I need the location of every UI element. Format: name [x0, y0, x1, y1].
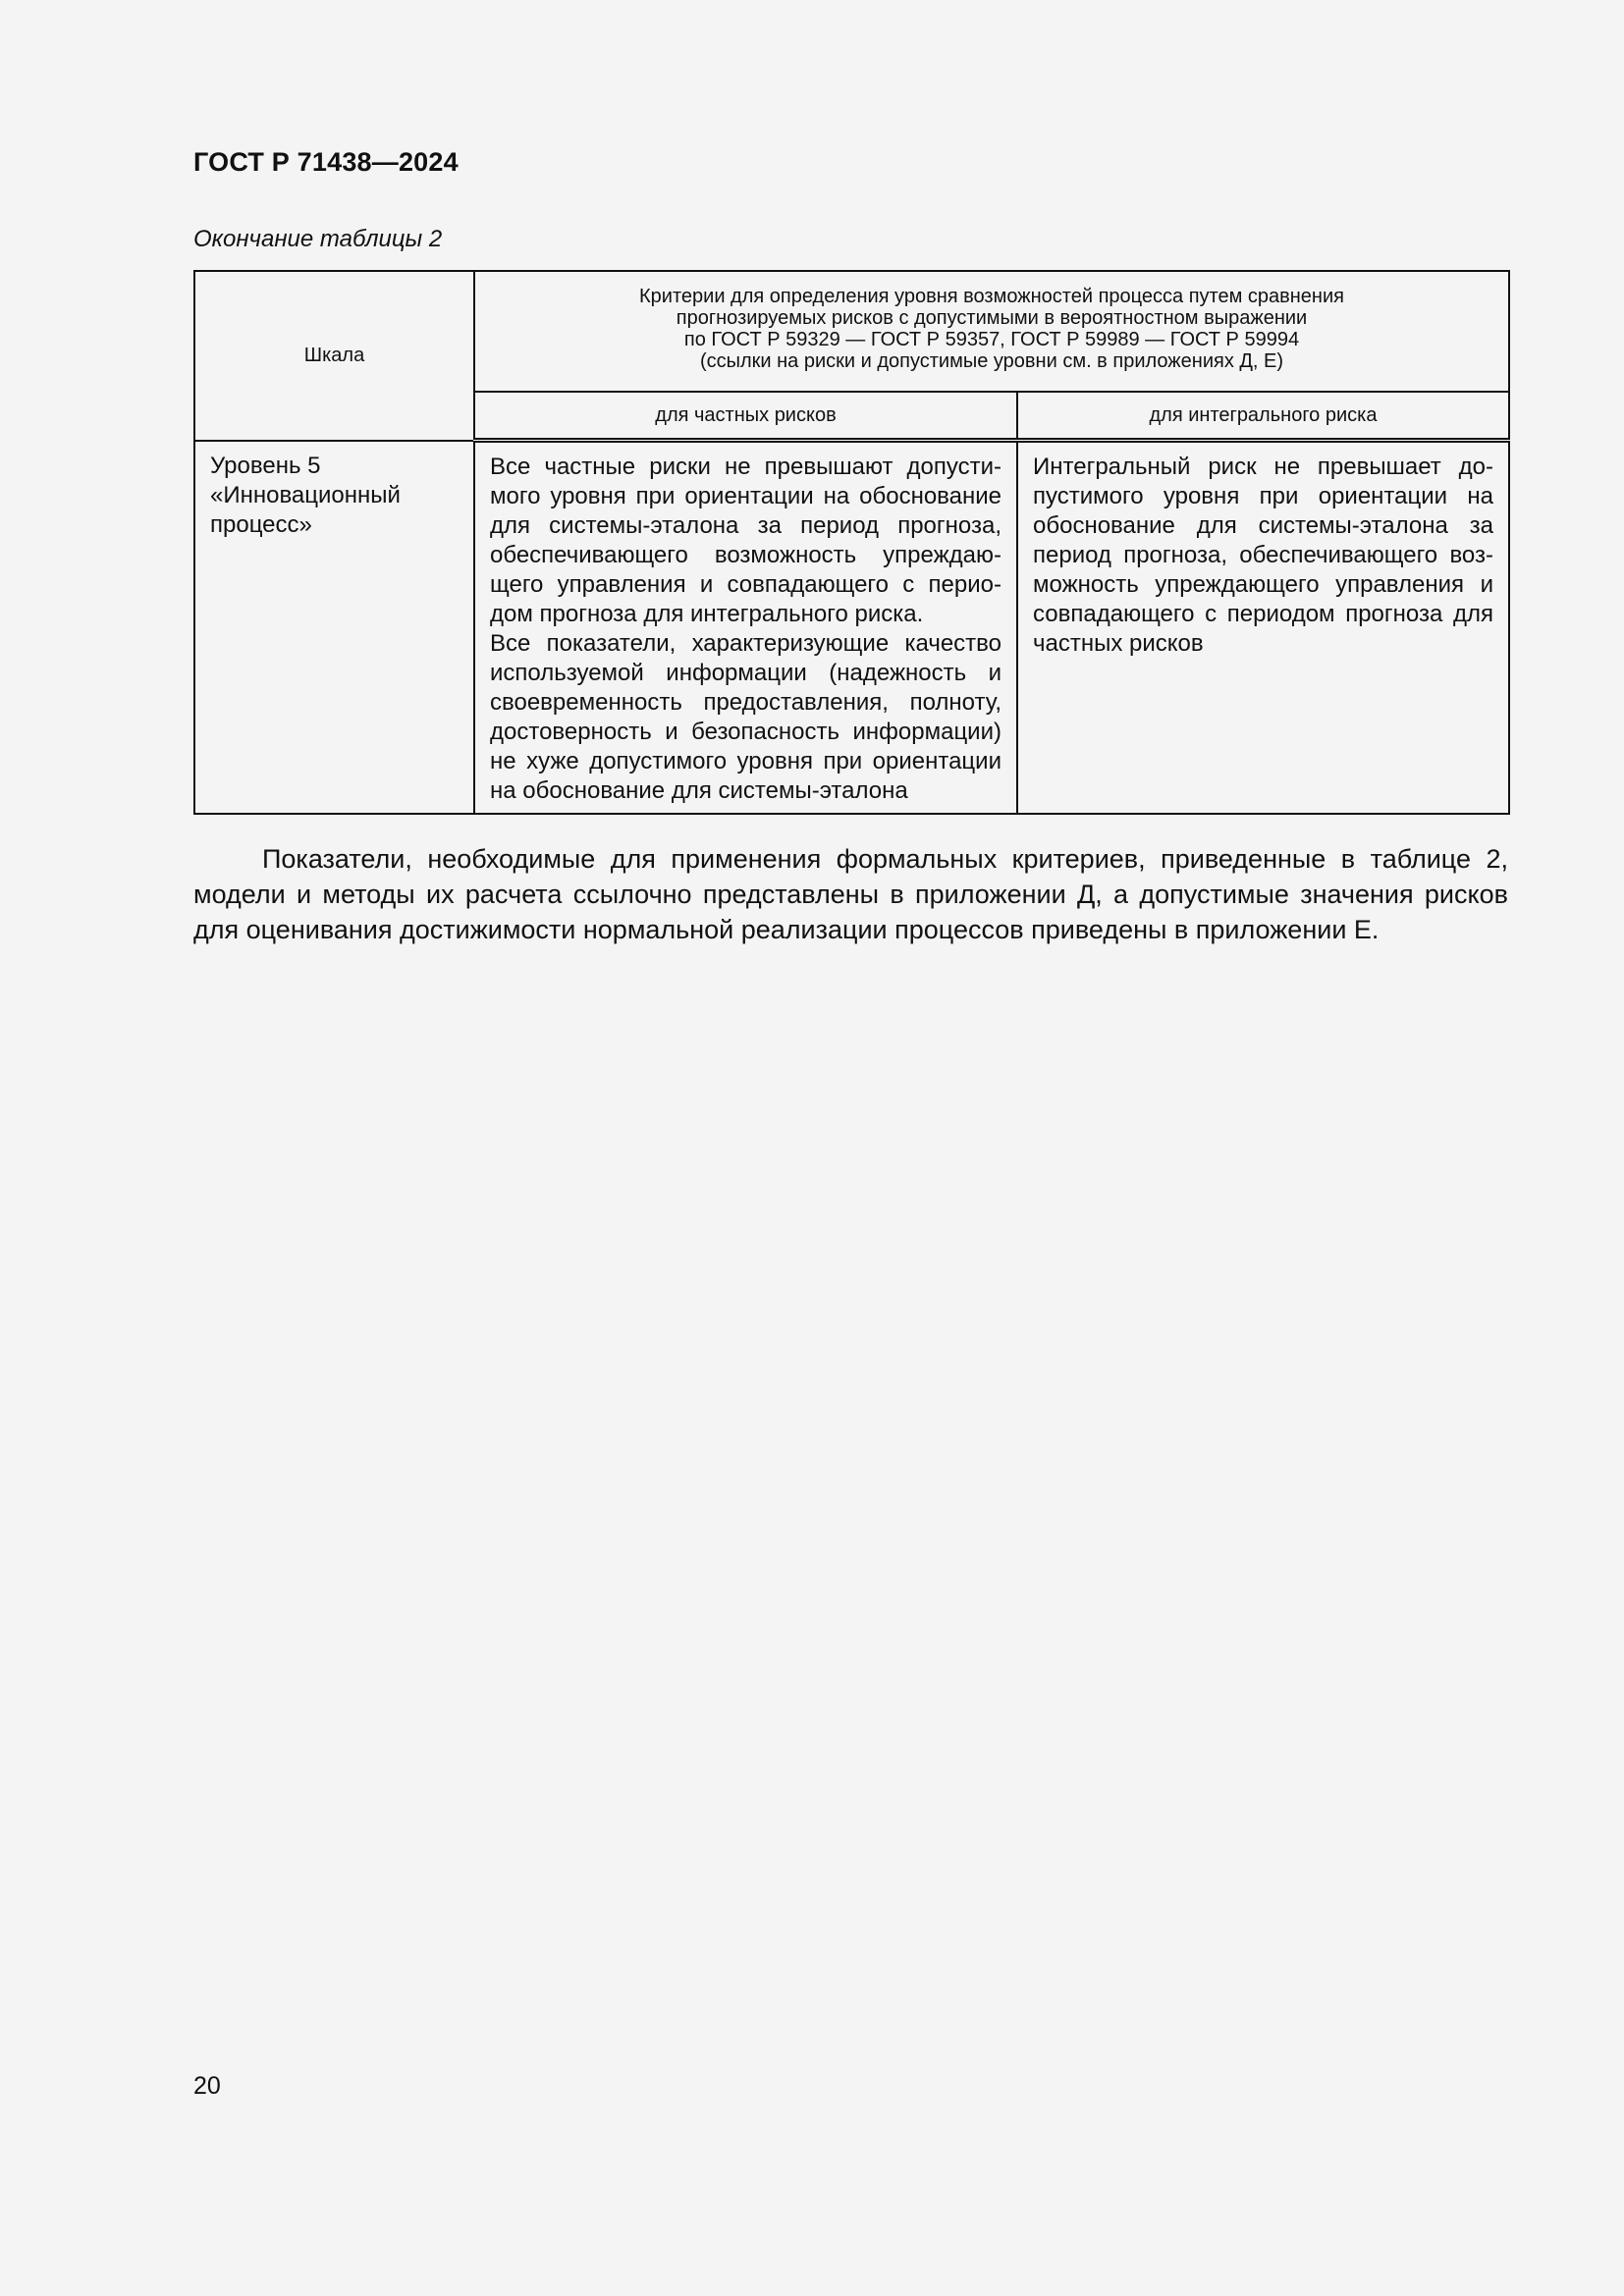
- criteria-header-line: по ГОСТ Р 59329 — ГОСТ Р 59357, ГОСТ Р 59989 — ГОСТ Р 59994: [683, 329, 1300, 350]
- page-number: 20: [193, 2072, 221, 2100]
- private-risks-text: Все частные риски не превышают допусти-мого уровня при ориентации на обоснование для системы-эталона за период прогноза, обеспечивающего возможность упреждаю-щего управления и совпадающего с перио-дом прогноза для интегрального риска.: [490, 454, 1001, 627]
- scale-line: «Инновационный: [210, 481, 401, 508]
- header-integral-label: для интегрального риска: [1149, 404, 1378, 426]
- private-risks-text: Все показатели, характеризующие качество используемой информации (надежность и своевременность предоставления, полноту, достоверность и безопасность информации) не хуже допустимого уровня при ориентации на обоснование для системы-эталона: [490, 630, 1001, 804]
- scale-line: Уровень 5: [210, 452, 321, 479]
- header-cell-private: [474, 392, 1017, 441]
- cell-scale: [194, 441, 474, 814]
- table-caption: Окончание таблицы 2: [193, 226, 443, 252]
- integral-risk-text: Интегральный риск не превышает до-пустимого уровня при ориентации на обоснование для системы-эталона за период прогноза, обеспечивающего воз-можность упреждающего управления и совпадающего с периодом прогноза для частных рисков: [1033, 454, 1493, 657]
- header-cell-criteria: [474, 271, 1509, 392]
- table-row: [194, 441, 1509, 814]
- body-paragraph: Показатели, необходимые для применения формальных критериев, приведенные в таблице 2, модели и методы их расчета ссылочно представлены в приложении Д, а допустимые значения рисков для оценивания достижимости нормальной реализации процессов приведены в приложении Е.: [193, 844, 1508, 944]
- header-cell-scale: [194, 271, 474, 441]
- document-header: ГОСТ Р 71438—2024: [193, 147, 459, 177]
- cell-private-risks: [474, 441, 1017, 814]
- header-private-label: для частных рисков: [655, 404, 837, 426]
- scale-line: процесс»: [210, 510, 312, 538]
- header-cell-integral: [1017, 392, 1509, 441]
- criteria-header-line: (ссылки на риски и допустимые уровни см. в приложениях Д, Е): [699, 350, 1284, 372]
- cell-integral-risk: [1017, 441, 1509, 814]
- header-scale-label: Шкала: [303, 345, 365, 367]
- criteria-header-line: Критерии для определения уровня возможностей процесса путем сравнения: [639, 286, 1344, 307]
- criteria-table: [193, 270, 1510, 815]
- criteria-header-line: прогнозируемых рисков с допустимыми в вероятностном выражении: [676, 307, 1308, 329]
